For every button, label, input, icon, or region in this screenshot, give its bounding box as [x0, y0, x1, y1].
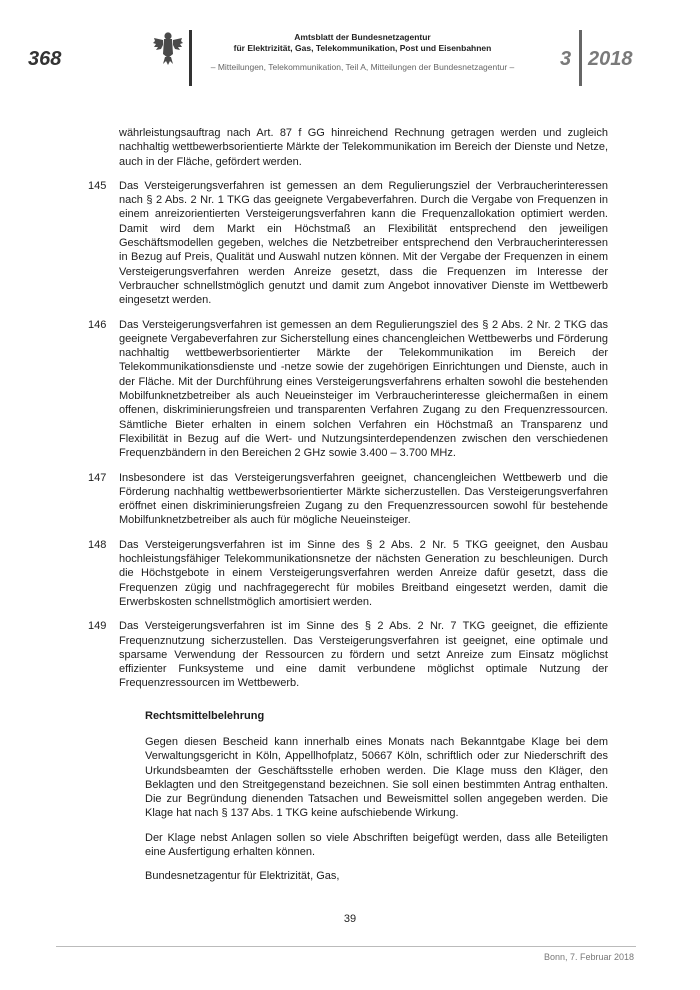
- footer-page-number: 39: [343, 913, 357, 925]
- issue-number: 3: [560, 48, 572, 70]
- numbered-paragraph: [88, 318, 608, 461]
- header-divider: [189, 30, 192, 86]
- legal-paragraph: Der Klage nebst Anlagen sollen so viele Abschriften beigefügt werden, dass alle Beteiligten eine Ausfertigung erhalten können.: [145, 831, 608, 859]
- journal-title-line2: für Elektrizität, Gas, Telekommunikation, Post und Eisenbahnen: [233, 43, 492, 53]
- paragraph-text: Das Versteigerungsverfahren ist gemessen an dem Regulierungsziel der Verbraucherinteressen nach § 2 Abs. 2 Nr. 1 TKG das geeignete Vergabeverfahren. Durch die Vergabe von Frequenzen in einem anreizorientierten Versteigerungsverfahren kann die Frequenzallokation optimiert werden. Damit wird dem Markt ein Höchstmaß an Flexibilität entsprechend den jeweiligen Geschäftsmodellen gegeben, welches die Netzbetreiber entsprechend den Verbraucherinteressen in Bezug auf Preis, Qualität und Auswahl nutzen können. Mit der Vergabe der Frequenzen in einem Versteigerungsverfahren werden Anreize gesetzt, dass die Frequenzen im Interesse der Verbraucher schnellstmöglich genutzt und damit zum Angebot innovativer Dienste im Wettbewerb eingesetzt werden.: [119, 179, 608, 307]
- paragraph-number: 145: [88, 179, 107, 192]
- intro-paragraph: währleistungsauftrag nach Art. 87 f GG hinreichend Rechnung getragen werden und zugleich nachhaltig wettbewerbsorientierte Märkte der Telekommunikation im Bereich der Dienste und Netze, auch in der Fläche, gefördert werden.: [119, 127, 608, 168]
- federal-eagle-icon: [152, 30, 184, 66]
- paragraph-text: Insbesondere ist das Versteigerungsverfahren geeignet, chancengleichen Wettbewerb und die Förderung nachhaltig wettbewerbsorientierter Märkte sicherzustellen. Das Versteigerungsverfahren eröffnet einen diskriminierungsfreien Zugang zu den Frequenzressourcen sowohl für bestehende Mobilfunknetzbetreiber als auch für mögliche Neueinsteiger.: [119, 471, 608, 527]
- legal-remedy-section: [145, 709, 608, 884]
- paragraph-number: 148: [88, 538, 107, 551]
- paragraph-text: Das Versteigerungsverfahren ist im Sinne des § 2 Abs. 2 Nr. 7 TKG geeignet, die effiziente Frequenznutzung sicherzustellen. Das Versteigerungsverfahren ist geeignet, eine optimale und sparsame Verwendung der Ressourcen zu fördern und setzt Anreize zum Einsatz möglichst effizienter Funksysteme und eine damit verbundene möglichst optimale Nutzung der Frequenzressourcen im Wettbewerb.: [119, 620, 608, 690]
- paragraph-text: Das Versteigerungsverfahren ist gemessen an dem Regulierungsziel des § 2 Abs. 2 Nr. 2 TKG das geeignete Vergabeverfahren zur Sicherstellung eines chancengleichen Wettbewerbs und Förderung nachhaltig wettbewerbsorientierter Märkte der Telekommunikation im Bereich der Telekommunikationsdienste und -netze sowie der zugehörigen Einrichtungen und Dienste, auch in der Fläche. Mit der Durchführung eines Versteigerungsverfahrens erhalten sowohl die bestehenden Mobilfunknetzbetreiber als auch Neueinsteiger im Verbraucherinteresse gleichermaßen in einem offenen, diskriminierungsfreien und transparenten Verfahren Zugang zu den Frequenzressourcen. Sämtliche Bieter erhalten in einem solchen Verfahren ein Höchstmaß an Transparenz und Flexibilität in Bezug auf die Wert- und Nutzungsinterdependenzen zwischen den verschiedenen Frequenzbändern in den Bereichen 2 GHz sowie 3.400 – 3.700 MHz.: [119, 318, 608, 460]
- paragraph-text: Das Versteigerungsverfahren ist im Sinne des § 2 Abs. 2 Nr. 5 TKG geeignet, den Ausbau hochleistungsfähiger Telekommunikationsnetze der nächsten Generation zu beschleunigen. Durch die Höchstgebote in einem Versteigerungsverfahren werden Anreize dafür gesetzt, dass die Frequenzen zügig und nachfragegerecht für mobiles Breitband eingesetzt werden, damit die Erwerbskosten schnellstmöglich amortisiert werden.: [119, 538, 608, 608]
- numbered-paragraph: [88, 619, 608, 690]
- issue-divider: [579, 30, 582, 86]
- paragraph-number: 149: [88, 620, 107, 633]
- issue-year: 2018: [588, 48, 633, 70]
- legal-paragraph: Gegen diesen Bescheid kann innerhalb eines Monats nach Bekanntgabe Klage bei dem Verwaltungsgericht in Köln, Appellhofplatz, 50667 Köln, schriftlich oder zur Niederschrift des Urkundsbeamten der Geschäftsstelle erhoben werden. Die Klage muss den Kläger, den Beklagten und den Streitgegenstand bezeichnen. Sie soll einen bestimmten Antrag enthalten. Die zur Begründung dienenden Tatsachen und Beweismittel sollen angegeben werden. Die Klage hat nach § 137 Abs. 1 TKG keine aufschiebende Wirkung.: [145, 735, 608, 820]
- legal-paragraph: Bundesnetzagentur für Elektrizität, Gas,: [145, 870, 340, 883]
- numbered-paragraph: [88, 471, 608, 528]
- numbered-paragraph: [88, 179, 608, 308]
- section-heading: Rechtsmittelbelehrung: [145, 709, 265, 722]
- footer-divider: [56, 946, 636, 947]
- paragraph-number: 146: [88, 318, 107, 331]
- paragraph-number: 147: [88, 471, 107, 484]
- journal-header: [200, 32, 525, 72]
- numbered-paragraph: [88, 538, 608, 609]
- footer-date: Bonn, 7. Februar 2018: [543, 952, 634, 962]
- journal-title-line1: Amtsblatt der Bundesnetzagentur: [294, 32, 431, 42]
- page-number: 368: [28, 48, 62, 70]
- document-body: [88, 126, 608, 894]
- journal-subtitle: – Mitteilungen, Telekommunikation, Teil A, Mitteilungen der Bundesnetzagentur –: [210, 62, 515, 72]
